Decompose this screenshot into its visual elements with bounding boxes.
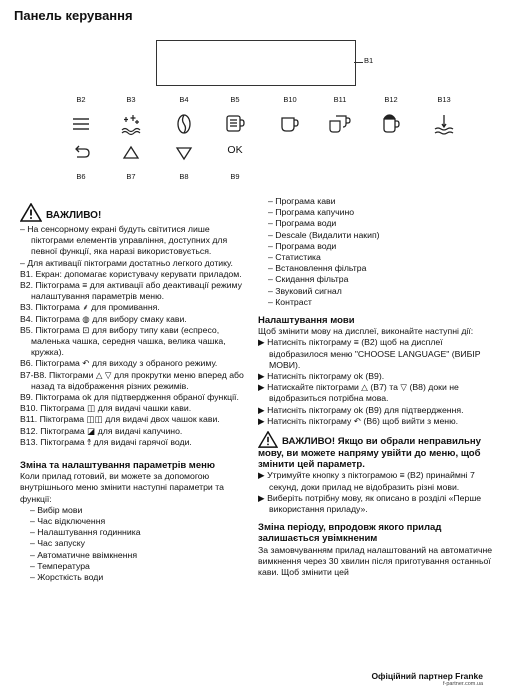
list-item: – Вибір мови — [30, 504, 83, 515]
list-item: ▶ Утримуйте кнопку з піктограмою ≡ (B2) принаймні 7 секунд, доки прилад не відобразить різні мови. — [258, 470, 475, 492]
list-item: – Програма води — [268, 218, 337, 229]
list-item: – Звуковий сигнал — [268, 285, 342, 296]
menu-icon[interactable] — [69, 112, 93, 136]
left-column — [20, 203, 253, 583]
footer-site: f-partner.com.ua — [442, 681, 483, 687]
list-item: – Час відключення — [30, 516, 106, 527]
list-item: B5. Піктограма ⊡ для вибору типу кави (еспресо, маленька чашка, середня чашка, велика чашка, кружка). — [20, 324, 226, 358]
back-icon[interactable] — [69, 141, 93, 165]
milk-cup-icon[interactable] — [379, 112, 403, 136]
list-item: B7-B8. Піктограми △ ▽ для прокрутки меню вперед або назад та відображення різних режимів. — [20, 369, 244, 391]
right-column — [258, 196, 498, 578]
coffee-bean-icon[interactable] — [172, 112, 196, 136]
coffee-type-icon[interactable] — [223, 112, 247, 136]
b6-label: B6 — [76, 172, 86, 181]
list-item: B4. Піктограма ◍ для вибору смаку кави. — [20, 313, 187, 324]
b7-label: B7 — [126, 172, 136, 181]
page-title: Панель керування — [14, 8, 133, 23]
list-item: B11. Піктограма ◫◫ для видачі двох чашок кави. — [20, 414, 220, 425]
list-item: B13. Піктограма ⥉ для видачі гарячої води. — [20, 436, 192, 447]
b11-label: B11 — [333, 95, 347, 104]
b9-label: B9 — [230, 172, 240, 181]
list-item: ▶ Натисніть піктограму ≡ (B2) щоб на дисплеї відобразилося меню "CHOOSE LANGUAGE" (ВИБІР МОВИ). — [258, 337, 481, 370]
list-item: B3. Піктограма ⸙ для промивання. — [20, 302, 160, 313]
language-heading: Налаштування мови — [258, 315, 355, 327]
list-item: B9. Піктограма ok для підтвердження обраної функції. — [20, 392, 239, 403]
period-text: За замовчуванням прилад налаштований на автоматичне вимкнення через 30 хвилин після приготування останньої кави. Щоб змінити цей — [258, 544, 493, 578]
period-heading: Зміна періоду, впродовж якого прилад залишається увімкненим — [258, 522, 442, 545]
menu-text: Коли прилад готовий, ви можете за допомогою внутрішнього меню змінити наступні параметри та функції: — [20, 471, 224, 504]
list-item: ▶ Натисніть піктограму ok (B9) для підтвердження. — [258, 404, 464, 415]
list-item: – Програма води — [268, 240, 337, 251]
footer — [371, 671, 483, 687]
list-item: ▶ Натисніть піктограму ↶ (B6) щоб вийти з меню. — [258, 415, 459, 426]
list-item: – Час запуску — [30, 538, 85, 549]
footer-brand: Офіційний партнер Franke — [371, 671, 483, 681]
list-item: – Скидання фільтра — [268, 274, 349, 285]
b8-label: B8 — [179, 172, 189, 181]
warning-icon — [20, 203, 42, 222]
b12-label: B12 — [384, 95, 398, 104]
language-text: Щоб змінити мову на дисплеї, виконайте наступні дії: — [258, 326, 474, 337]
warning-title: ВАЖЛИВО! — [46, 210, 102, 221]
list-item: ▶ Виберіть потрібну мову, як описано в розділі «Перше використання приладу». — [258, 492, 482, 515]
two-cups-icon[interactable] — [328, 112, 352, 136]
list-item: – Автоматичне ввімкнення — [30, 549, 138, 560]
down-arrow-icon[interactable] — [172, 141, 196, 165]
b10-label: B10 — [283, 95, 297, 104]
list-item: ▶ Натискайте піктограми △ (B7) та ▽ (B8) доки не відобразиться потрібна мова. — [258, 382, 459, 404]
list-item: ▶ Натисніть піктограму ok (B9). — [258, 371, 385, 382]
list-item: – Налаштування годинника — [30, 527, 141, 538]
list-item: B12. Піктограма ◪ для видачі капучино. — [20, 425, 183, 436]
warning-icon — [258, 431, 278, 448]
list-item: – Температура — [30, 560, 90, 571]
list-item: – Контраст — [268, 296, 312, 307]
list-item: B1. Екран: допомагає користувачу керувати приладом. — [20, 268, 242, 279]
b1-label: B1 — [364, 56, 374, 65]
b13-label: B13 — [437, 95, 451, 104]
list-item: – На сенсорному екрані будуть світитися лише піктограми елементів управління, доступних для певної функції, яка наразі використовується. — [20, 224, 228, 257]
b5-label: B5 — [230, 95, 240, 104]
ok-button[interactable]: OK — [227, 144, 243, 156]
menu-heading: Зміна та налаштування параметрів меню — [20, 460, 215, 472]
list-item: B6. Піктограма ↶ для виходу з обраного режиму. — [20, 358, 218, 369]
list-item: – Descale (Видалити накип) — [268, 229, 380, 240]
up-arrow-icon[interactable] — [119, 141, 143, 165]
list-item: B10. Піктограма ◫ для видачі чашки кави. — [20, 403, 192, 414]
warning-heading — [20, 203, 253, 222]
list-item: B2. Піктограма ≡ для активації або деактивації режиму налаштування параметрів меню. — [20, 280, 242, 302]
single-cup-icon[interactable] — [278, 112, 302, 136]
list-item: – Статистика — [268, 252, 321, 263]
rinse-icon[interactable] — [119, 112, 143, 136]
list-item: – Програма капучино — [268, 207, 355, 218]
list-item: – Жорсткість води — [30, 572, 104, 583]
warning-paragraph: ВАЖЛИВО! Якщо ви обрали неправильну мову, ви можете напряму увійти до меню, щоб змінити цей параметр. — [258, 431, 498, 470]
hot-water-icon[interactable] — [432, 112, 456, 136]
display-screen — [156, 40, 356, 86]
list-item: – Програма кави — [268, 196, 336, 206]
b3-label: B3 — [126, 95, 136, 104]
b1-leader-line — [354, 62, 363, 63]
b2-label: B2 — [76, 95, 86, 104]
list-item: – Для активації піктограми достатньо легкого дотику. — [20, 257, 233, 268]
list-item: – Встановлення фільтра — [268, 263, 367, 274]
b4-label: B4 — [179, 95, 189, 104]
